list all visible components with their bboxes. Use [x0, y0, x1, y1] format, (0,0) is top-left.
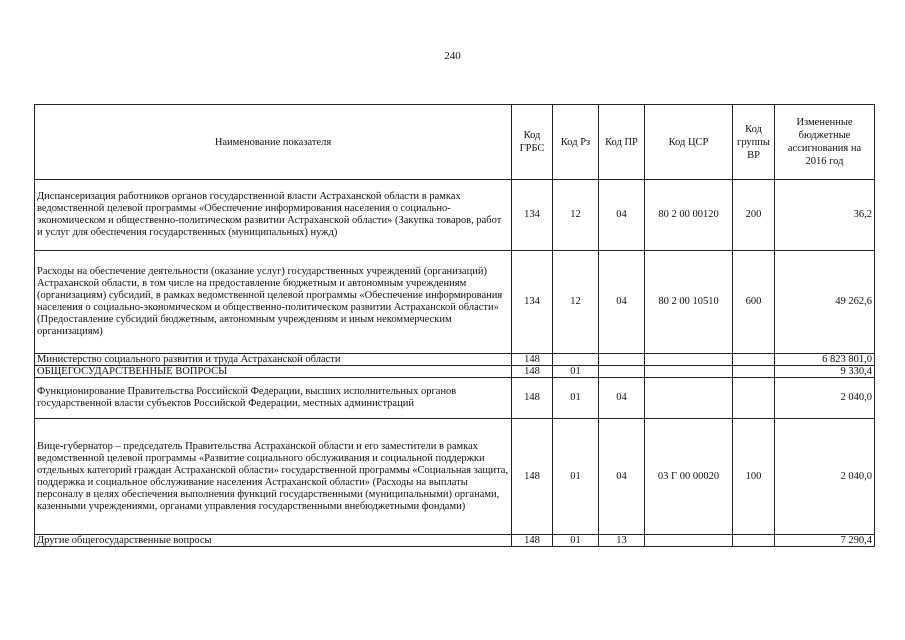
row-pr [599, 366, 645, 378]
header-rz: Код Рз [553, 105, 599, 180]
row-amount: 2 040,0 [775, 378, 875, 419]
row-rz: 01 [553, 366, 599, 378]
row-vr: 200 [733, 180, 775, 251]
row-pr [599, 354, 645, 366]
table-row [35, 366, 875, 378]
header-amount: Измененные бюджетные ассигнования на 2016 год [775, 105, 875, 180]
header-row [35, 105, 875, 180]
header-grbs: Код ГРБС [512, 105, 553, 180]
table-row [35, 251, 875, 354]
row-rz: 12 [553, 251, 599, 354]
row-csr: 80 2 00 00120 [645, 180, 733, 251]
row-pr: 13 [599, 535, 645, 547]
row-pr: 04 [599, 180, 645, 251]
row-rz [553, 354, 599, 366]
row-name: Расходы на обеспечение деятельности (оказание услуг) государственных учреждений (организаций) Астраханской области, в том числе на предоставление бюджетным и автономным учреждениям (организациям) субсидий, в рамках ведомственной целевой программы «Обеспечение информирования населения о социально-экономическом и общественно-политическом развитии Астраханской области» (Предоставление субсидий бюджетным, автономным учреждениям и иным некоммерческим организациям) [35, 251, 512, 354]
header-csr: Код ЦСР [645, 105, 733, 180]
row-name: Диспансеризация работников органов государственной власти Астраханской области в рамках ведомственной целевой программы «Обеспечение информирования населения о социально-экономическом и общественно-политическом развитии Астраханской области» (Закупка товаров, работ и услуг для обеспечения государственных (муниципальных) нужд) [35, 180, 512, 251]
row-amount: 2 040,0 [775, 419, 875, 535]
row-pr: 04 [599, 378, 645, 419]
row-grbs: 148 [512, 354, 553, 366]
row-name: Министерство социального развития и труда Астраханской области [35, 354, 512, 366]
table-row [35, 180, 875, 251]
row-grbs: 148 [512, 366, 553, 378]
header-name: Наименование показателя [35, 105, 512, 180]
row-rz: 01 [553, 378, 599, 419]
row-vr: 600 [733, 251, 775, 354]
row-grbs: 148 [512, 535, 553, 547]
row-amount: 9 330,4 [775, 366, 875, 378]
header-pr: Код ПР [599, 105, 645, 180]
row-vr: 100 [733, 419, 775, 535]
table-row [35, 535, 875, 547]
row-csr: 80 2 00 10510 [645, 251, 733, 354]
row-amount: 6 823 801,0 [775, 354, 875, 366]
row-amount: 49 262,6 [775, 251, 875, 354]
row-grbs: 148 [512, 419, 553, 535]
row-amount: 7 290,4 [775, 535, 875, 547]
row-rz: 12 [553, 180, 599, 251]
row-rz: 01 [553, 535, 599, 547]
header-vr: Код группы ВР [733, 105, 775, 180]
row-csr: 03 Г 00 00020 [645, 419, 733, 535]
row-csr [645, 535, 733, 547]
row-vr [733, 535, 775, 547]
row-grbs: 134 [512, 180, 553, 251]
row-name: Функционирование Правительства Российской Федерации, высших исполнительных органов государственной власти субъектов Российской Федерации, местных администраций [35, 378, 512, 419]
row-pr: 04 [599, 251, 645, 354]
table-row [35, 419, 875, 535]
row-csr [645, 354, 733, 366]
row-amount: 36,2 [775, 180, 875, 251]
row-rz: 01 [553, 419, 599, 535]
row-pr: 04 [599, 419, 645, 535]
table-row [35, 354, 875, 366]
row-vr [733, 354, 775, 366]
row-vr [733, 366, 775, 378]
row-name: Другие общегосударственные вопросы [35, 535, 512, 547]
row-vr [733, 378, 775, 419]
row-csr [645, 366, 733, 378]
page-number: 240 [444, 50, 461, 62]
row-csr [645, 378, 733, 419]
row-grbs: 148 [512, 378, 553, 419]
row-name: ОБЩЕГОСУДАРСТВЕННЫЕ ВОПРОСЫ [35, 366, 512, 378]
row-name: Вице-губернатор – председатель Правительства Астраханской области и его заместители в рамках ведомственной целевой программы «Развитие социального обслуживания и социальной поддержки отдельных категорий граждан Астраханской области» государственной программы «Социальная защита, поддержка и социальное обслуживание населения Астраханской области» (Расходы на выплаты персоналу в целях обеспечения выполнения функций государственными (муниципальными) органами, казенными учреждениями, органами управления государственными внебюджетными фондами) [35, 419, 512, 535]
table-row [35, 378, 875, 419]
row-grbs: 134 [512, 251, 553, 354]
budget-table [34, 104, 875, 547]
